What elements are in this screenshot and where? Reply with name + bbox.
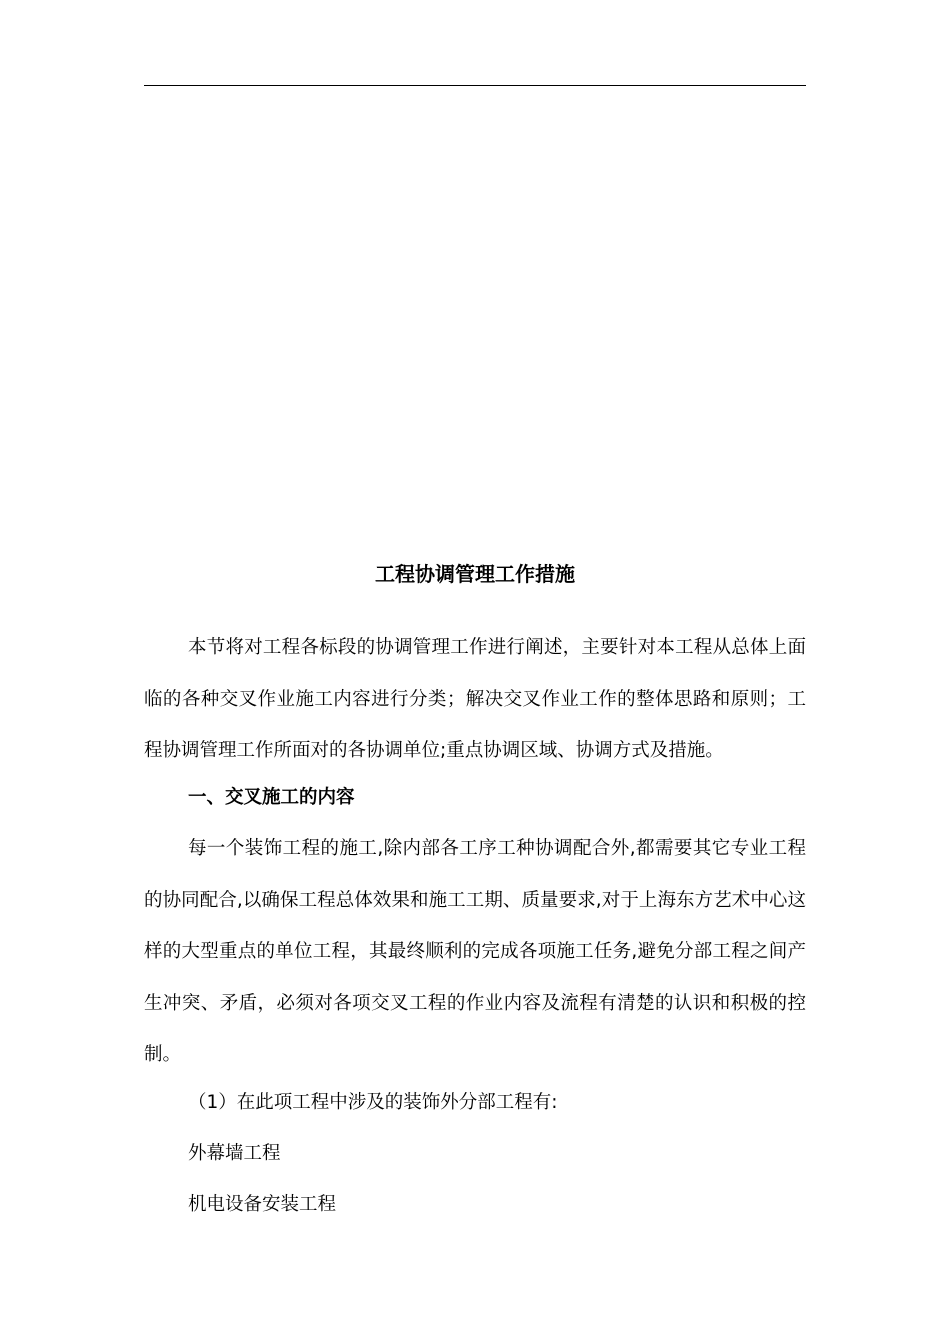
document-title: 工程协调管理工作措施 bbox=[375, 562, 575, 586]
list-intro: （1）在此项工程中涉及的装饰外分部工程有: bbox=[188, 1092, 558, 1113]
section-heading: 一、交叉施工的内容 bbox=[188, 787, 355, 808]
intro-paragraph: 本节将对工程各标段的协调管理工作进行阐述，主要针对本工程从总体上面临的各种交叉作业施工内容进行分类；解决交叉作业工作的整体思路和原则；工程协调管理工作所面对的各协调单位;重点协调区域、协调方式及措施。 bbox=[144, 637, 806, 761]
list-item: 机电设备安装工程 bbox=[188, 1194, 337, 1215]
list-item: 外幕墙工程 bbox=[188, 1143, 281, 1164]
section-paragraph: 每一个装饰工程的施工,除内部各工序工种协调配合外,都需要其它专业工程的协同配合,以确保工程总体效果和施工工期、质量要求,对于上海东方艺术中心这样的大型重点的单位工程，其最终顺利的完成各项施工任务,避免分部工程之间产生冲突、矛盾，必须对各项交叉工程的作业内容及流程有清楚的认识和积极的控制。 bbox=[144, 838, 806, 1065]
header-rule bbox=[144, 85, 806, 86]
